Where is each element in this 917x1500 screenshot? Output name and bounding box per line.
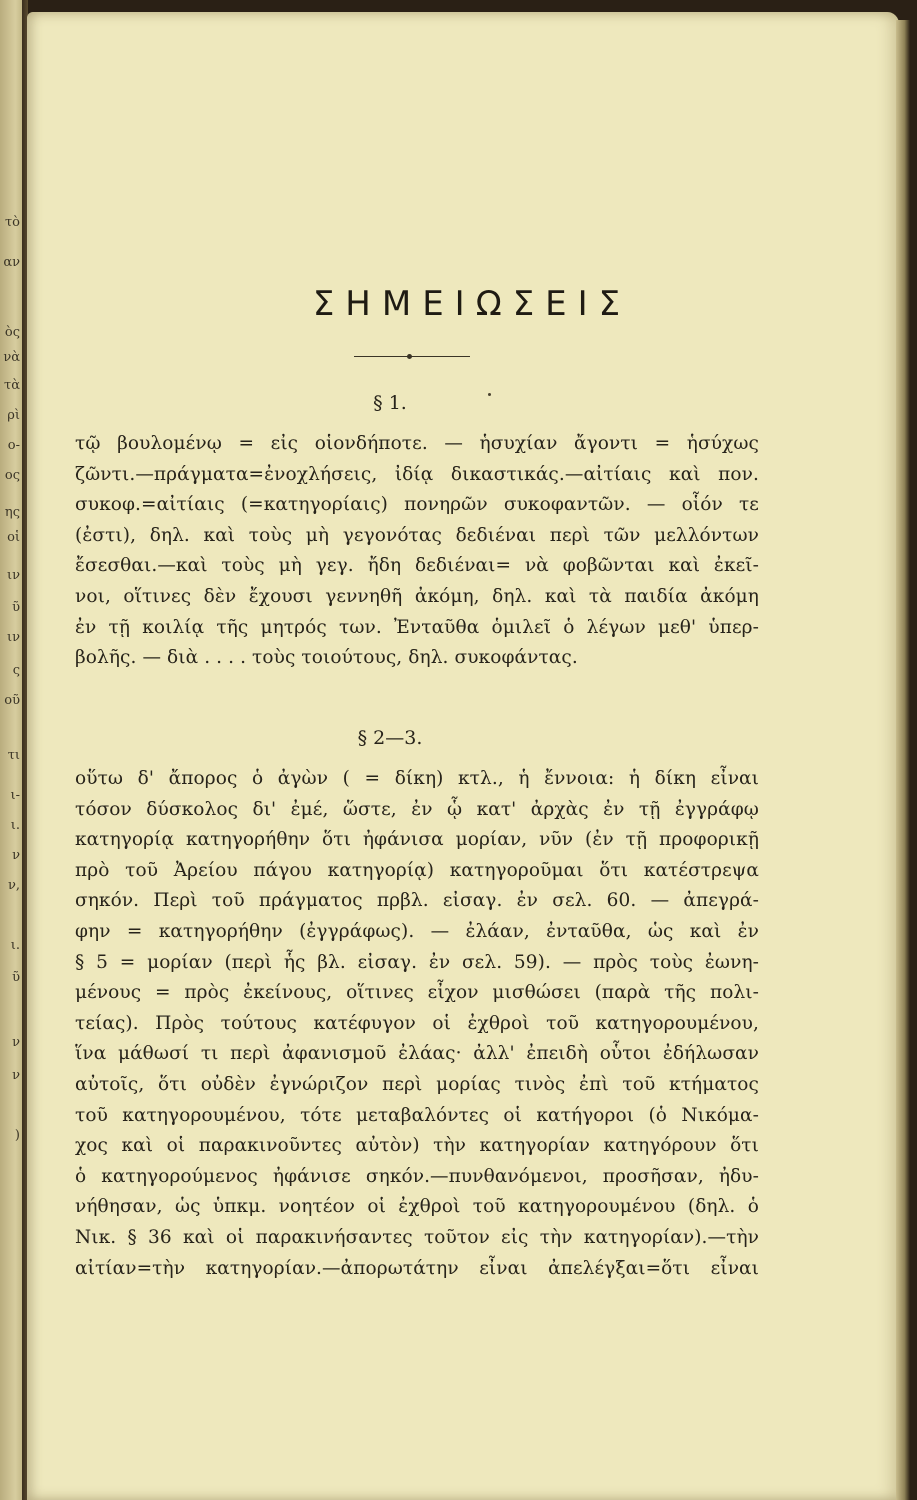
text-line: φην = κατηγορήθην (ἐγγράφως). — ἐλάαν, ἐνταῦθα, ὡς καὶ ἐν <box>75 920 759 942</box>
previous-page-fragment: νὰ <box>3 350 20 365</box>
title-rule-ornament <box>407 354 412 359</box>
previous-page-fragment: ν <box>12 848 20 863</box>
text-line: χος καὶ οἱ παρακινοῦντες αὐτὸν) τὴν κατηγορίαν κατηγόρουν ὅτι <box>75 1135 759 1157</box>
text-line: § 5 = μορίαν (περὶ ἧς βλ. εἰσαγ. ἐν σελ. 59). — πρὸς τοὺς ἐωνη- <box>75 951 759 973</box>
text-line: Νικ. § 36 καὶ οἱ παρακινήσαντες τοῦτον εἰς τὴν κατηγορίαν).—τὴν <box>75 1226 759 1248</box>
previous-page-fragment: ν <box>12 1035 20 1050</box>
previous-page-fragment: ι. <box>10 818 20 833</box>
previous-page-fragment: ς <box>12 663 20 678</box>
text-line: οὕτω δ' ἄπορος ὁ ἀγὼν ( = δίκη) κτλ., ἡ ἔννοια: ἡ δίκη εἶναι <box>75 768 759 789</box>
previous-page-fragment: ιν <box>7 630 20 645</box>
text-line: τόσον δύσκολος δι' ἐμέ, ὥστε, ἐν ᾧ κατ' ἀρχὰς ἐν τῇ ἐγγράφῳ <box>75 798 759 820</box>
text-line: κατηγορίᾳ κατηγορήθην ὅτι ἠφάνισα μορίαν, νῦν (ἐν τῇ προφορικῇ <box>75 829 759 851</box>
text-line: τῷ βουλομένῳ = εἰς οἱονδήποτε. — ἡσυχίαν ἄγοντι = ἡσύχως <box>75 433 759 454</box>
text-line: τείας). Πρὸς τούτους κατέφυγον οἱ ἐχθροὶ τοῦ κατηγορουμένου, <box>75 1012 759 1034</box>
previous-page-fragment: αν <box>3 255 20 270</box>
previous-page-fragment: ιν <box>7 568 20 583</box>
text-line: ζῶντι.—πράγματα=ἐνοχλήσεις, ἰδίᾳ δικαστικάς.—αἰτίαις καὶ πον. <box>75 463 759 485</box>
page-title: ΣΗΜΕΙΩΣΕΙΣ <box>312 284 632 324</box>
previous-page-fragment: τὰ <box>4 378 20 393</box>
text-line: ἐν τῇ κοιλίᾳ τῆς μητρός των. Ἐνταῦθα ὁμιλεῖ ὁ λέγων μεθ' ὑπερ- <box>75 616 759 638</box>
previous-page-fragment: ) <box>14 1128 20 1143</box>
previous-page-fragment: ρὶ <box>7 408 20 423</box>
previous-page-fragment: οἱ <box>7 530 20 545</box>
paper-speck <box>488 393 491 396</box>
book-page <box>27 12 899 1500</box>
previous-page-fragment: οῦ <box>4 693 20 708</box>
text-line: συκοφ.=αἰτίαις (=κατηγορίαις) πονηρῶν συκοφαντῶν. — οἷόν τε <box>75 494 759 516</box>
previous-page-edge <box>0 0 22 1500</box>
text-line: τοῦ κατηγορουμένου, τότε μεταβαλόντες οἱ κατήγοροι (ὁ Νικόμα- <box>75 1104 759 1126</box>
text-line: ὁ κατηγορούμενος ἠφάνισε σηκόν.—πυνθανόμενοι, προσῆσαν, ἠδυ- <box>75 1165 759 1187</box>
previous-page-fragment: ν <box>12 1068 20 1083</box>
text-line: αὐτοῖς, ὅτι οὐδὲν ἐγνώριζον περὶ μορίας τινὸς ἐπὶ τοῦ κτήματος <box>75 1073 759 1095</box>
section-1-body <box>75 429 759 674</box>
text-line: νοι, οἵτινες δὲν ἔχουσι γεννηθῆ ἀκόμη, δηλ. καὶ τὰ παιδία ἀκόμη <box>75 585 759 607</box>
previous-page-fragment: ι- <box>10 788 20 803</box>
text-line: βολῆς. — διὰ . . . . τοὺς τοιούτους, δηλ. συκοφάντας. <box>75 647 578 669</box>
previous-page-fragment: τι <box>7 748 20 763</box>
previous-page-fragment: ο- <box>7 438 20 453</box>
text-line: πρὸ τοῦ Ἀρείου πάγου κατηγορίᾳ) κατηγοροῦμαι ὅτι κατέστρεψα <box>75 859 759 881</box>
previous-page-fragment: ῦ <box>12 600 20 615</box>
previous-page-fragment: ι. <box>10 938 20 953</box>
previous-page-fragment: ῦ <box>12 970 20 985</box>
previous-page-fragment: ν, <box>7 878 20 893</box>
section-heading-1: § 1. <box>373 392 407 414</box>
page-fore-edge <box>896 20 910 1500</box>
text-line: ἔσεσθαι.—καὶ τοὺς μὴ γεγ. ἤδη δεδιέναι= νὰ φοβῶνται καὶ ἐκεῖ- <box>75 555 759 577</box>
previous-page-fragment: ὸς <box>4 325 20 340</box>
title-rule <box>354 356 470 357</box>
text-line: ἵνα μάθωσί τι περὶ ἀφανισμοῦ ἐλάας· ἀλλ' ἐπειδὴ οὗτοι ἐδήλωσαν <box>75 1043 759 1065</box>
text-line: αἰτίαν=τὴν κατηγορίαν.—ἀπορωτάτην εἶναι ἀπελέγξαι=ὅτι εἶναι <box>75 1257 759 1279</box>
section-2-3-body <box>75 764 759 1284</box>
previous-page-fragment: ης <box>4 505 20 520</box>
text-line: (ἐστι), δηλ. καὶ τοὺς μὴ γεγονότας δεδιέναι περὶ τῶν μελλόντων <box>75 524 759 546</box>
section-heading-2-3: § 2—3. <box>357 727 423 749</box>
previous-page-fragment: τὸ <box>4 215 20 230</box>
text-line: νήθησαν, ὡς ὑπκμ. νοητέον οἱ ἐχθροὶ τοῦ κατηγορουμένου (δηλ. ὁ <box>75 1196 759 1218</box>
text-line: σηκόν. Περὶ τοῦ πράγματος πρβλ. εἰσαγ. ἐν σελ. 60. — ἀπεγρά- <box>75 890 759 912</box>
previous-page-fragment: ος <box>4 468 20 483</box>
text-line: μένους = πρὸς ἐκείνους, οἵτινες εἶχον μισθώσει (παρὰ τῆς πολι- <box>75 982 759 1004</box>
